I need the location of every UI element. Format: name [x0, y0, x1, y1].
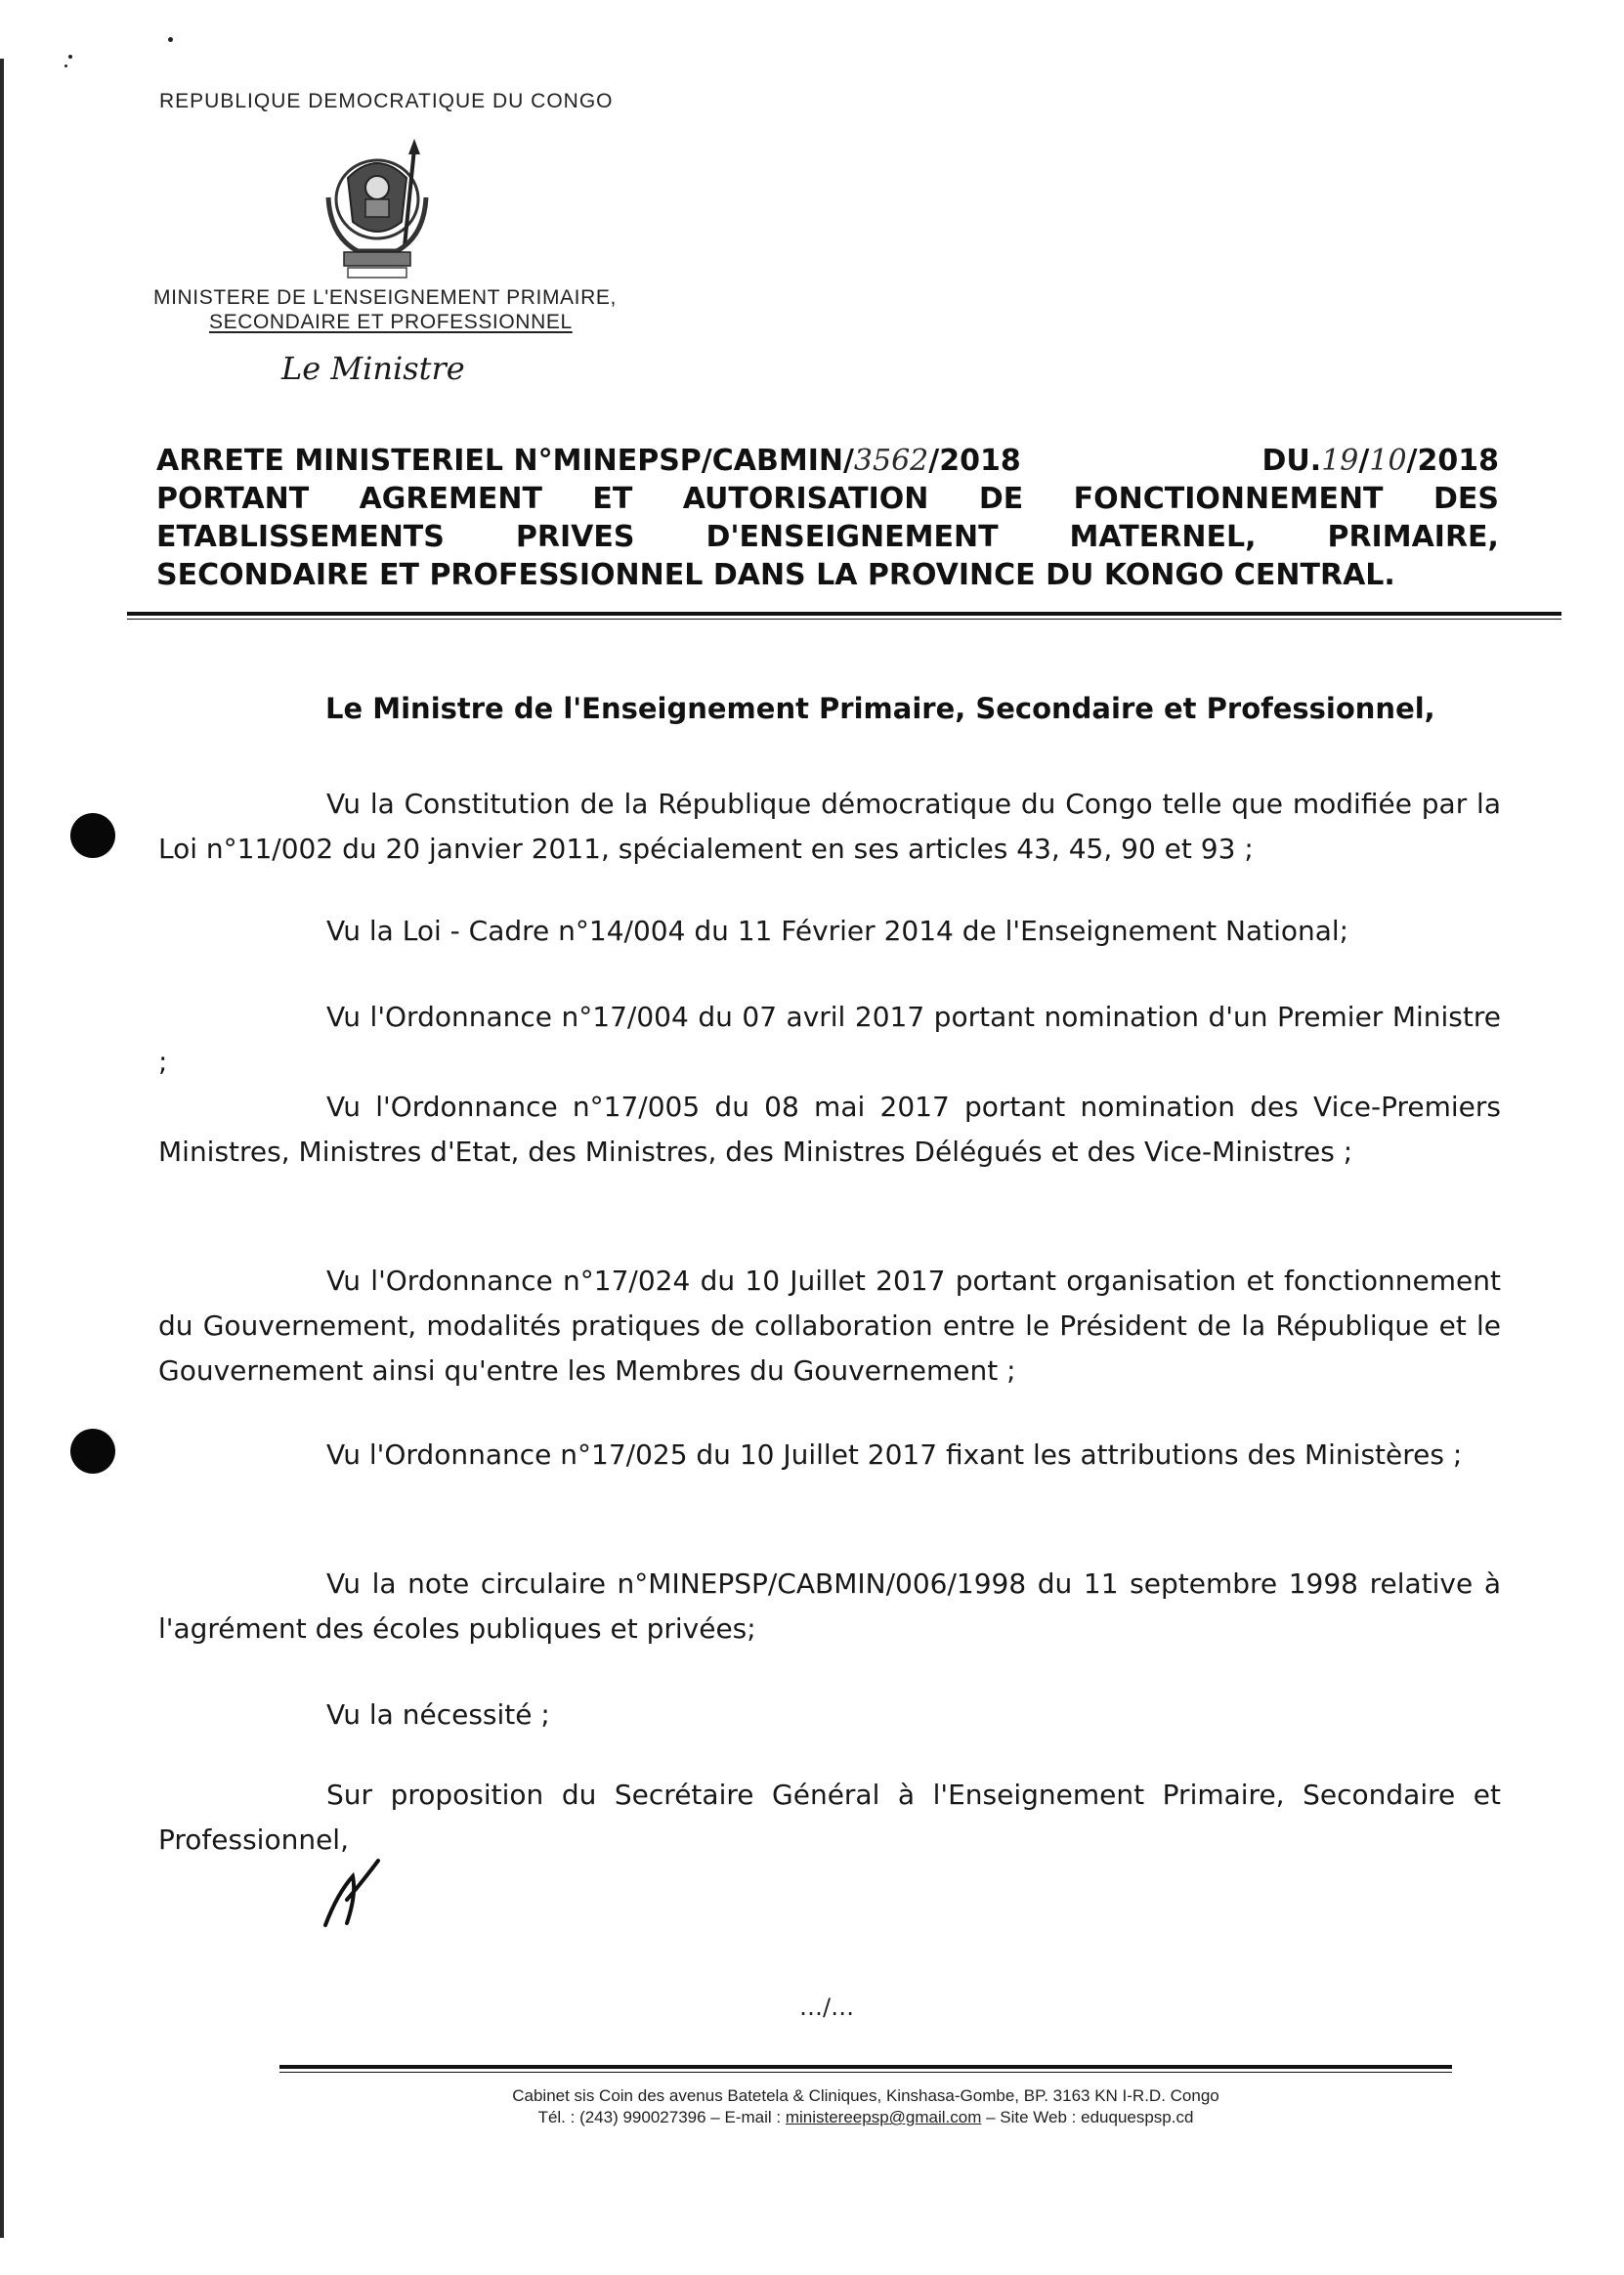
title-word: DES: [1432, 482, 1499, 516]
handwritten-initials-icon: [318, 1855, 396, 1933]
title-word: AGREMENT: [359, 482, 542, 516]
decree-title: [156, 442, 1499, 594]
ministry-line-1: MINISTERE DE L'ENSEIGNEMENT PRIMAIRE,: [153, 286, 617, 309]
title-word: FONCTIONNEMENT: [1073, 482, 1384, 516]
reference-number: 3562: [853, 444, 929, 478]
title-line-2: [156, 480, 1499, 518]
ministry-name: [153, 285, 691, 334]
recital-proposal: Sur proposition du Secrétaire Général à l'Enseignement Primaire, Secondaire et Professionnel,: [158, 1779, 1501, 1856]
title-word: PRIVES: [515, 520, 635, 554]
reference-prefix: ARRETE MINISTERIEL N°MINEPSP/CABMIN/: [156, 444, 854, 478]
title-line-4: SECONDAIRE ET PROFESSIONNEL DANS LA PROVINCE DU KONGO CENTRAL.: [156, 558, 1395, 592]
decree-reference: [156, 442, 1021, 480]
recital-constitution: Vu la Constitution de la République démocratique du Congo telle que modifiée par la Loi n°11/002 du 20 janvier 2011, spécialement en ses articles 43, 45, 90 et 93 ;: [158, 788, 1501, 865]
scan-speck: [168, 37, 173, 42]
continuation-mark: …/…: [799, 1994, 855, 2021]
scan-speck: [68, 55, 72, 59]
title-word: MATERNEL,: [1069, 520, 1257, 554]
ministry-line-2: SECONDAIRE ET PROFESSIONNEL: [209, 311, 573, 333]
title-word: DE: [978, 482, 1024, 516]
preamble-heading: Le Ministre de l'Enseignement Primaire, Secondaire et Professionnel,: [325, 692, 1435, 725]
recital-framework-law: Vu la Loi - Cadre n°14/004 du 11 Février 2014 de l'Enseignement National;: [326, 915, 1349, 947]
title-line-3: [156, 518, 1499, 556]
footer-contact: [279, 2107, 1452, 2128]
date-prefix: DU.: [1261, 444, 1322, 478]
title-word: AUTORISATION: [682, 482, 929, 516]
decree-reference-line: [156, 442, 1499, 480]
scan-speck: [64, 64, 67, 67]
date-day: 19: [1321, 444, 1359, 478]
punch-hole: [70, 813, 115, 858]
recital-ordinance-pm: Vu l'Ordonnance n°17/004 du 07 avril 2017 portant nomination d'un Premier Ministre ;: [158, 1001, 1501, 1078]
recital-ordinance-government: Vu l'Ordonnance n°17/024 du 10 Juillet 2017 portant organisation et fonctionnement du Gouvernement, modalités pratiques de collaboration entre le Président de la République et le Gouvernement ainsi qu'entre les Membres du Gouvernement ;: [158, 1265, 1501, 1387]
reference-year: /2018: [928, 444, 1021, 478]
title-word: PRIMAIRE,: [1327, 520, 1499, 554]
recital-ordinance-attributions: Vu l'Ordonnance n°17/025 du 10 Juillet 2017 fixant les attributions des Ministères ;: [326, 1438, 1463, 1471]
recital-circular-note: Vu la note circulaire n°MINEPSP/CABMIN/006/1998 du 11 septembre 1998 relative à l'agrément des écoles publiques et privées;: [158, 1567, 1501, 1645]
date-month: 10: [1369, 444, 1407, 478]
footer: [279, 2085, 1452, 2128]
footer-divider: [279, 2065, 1452, 2073]
decree-date: DU.19/10/2018: [1261, 444, 1499, 478]
recital-necessity: Vu la nécessité ;: [326, 1698, 550, 1731]
scan-edge: [0, 59, 4, 2238]
coat-of-arms-icon: [309, 129, 446, 283]
title-word: ET: [592, 482, 633, 516]
date-year: /2018: [1406, 444, 1499, 478]
recital-ordinance-ministers: Vu l'Ordonnance n°17/005 du 08 mai 2017 portant nomination des Vice-Premiers Ministres, Ministres d'Etat, des Ministres, des Ministres Délégués et des Vice-Ministres ;: [158, 1091, 1501, 1168]
country-name: REPUBLIQUE DEMOCRATIQUE DU CONGO: [159, 90, 614, 112]
punch-hole: [70, 1429, 115, 1474]
footer-address: Cabinet sis Coin des avenus Batetela & Cliniques, Kinshasa-Gombe, BP. 3163 KN I-R.D. Congo: [512, 2086, 1219, 2105]
title-divider: [127, 612, 1561, 620]
footer-website: – Site Web : eduquespsp.cd: [986, 2108, 1194, 2126]
title-word: D'ENSEIGNEMENT: [705, 520, 999, 554]
title-word: PORTANT: [156, 482, 310, 516]
title-word: ETABLISSEMENTS: [156, 520, 445, 554]
footer-email-link[interactable]: ministereepsp@gmail.com: [785, 2108, 982, 2126]
signature-title: Le Ministre: [281, 350, 465, 387]
footer-phone: Tél. : (243) 990027396 – E-mail :: [537, 2108, 782, 2126]
